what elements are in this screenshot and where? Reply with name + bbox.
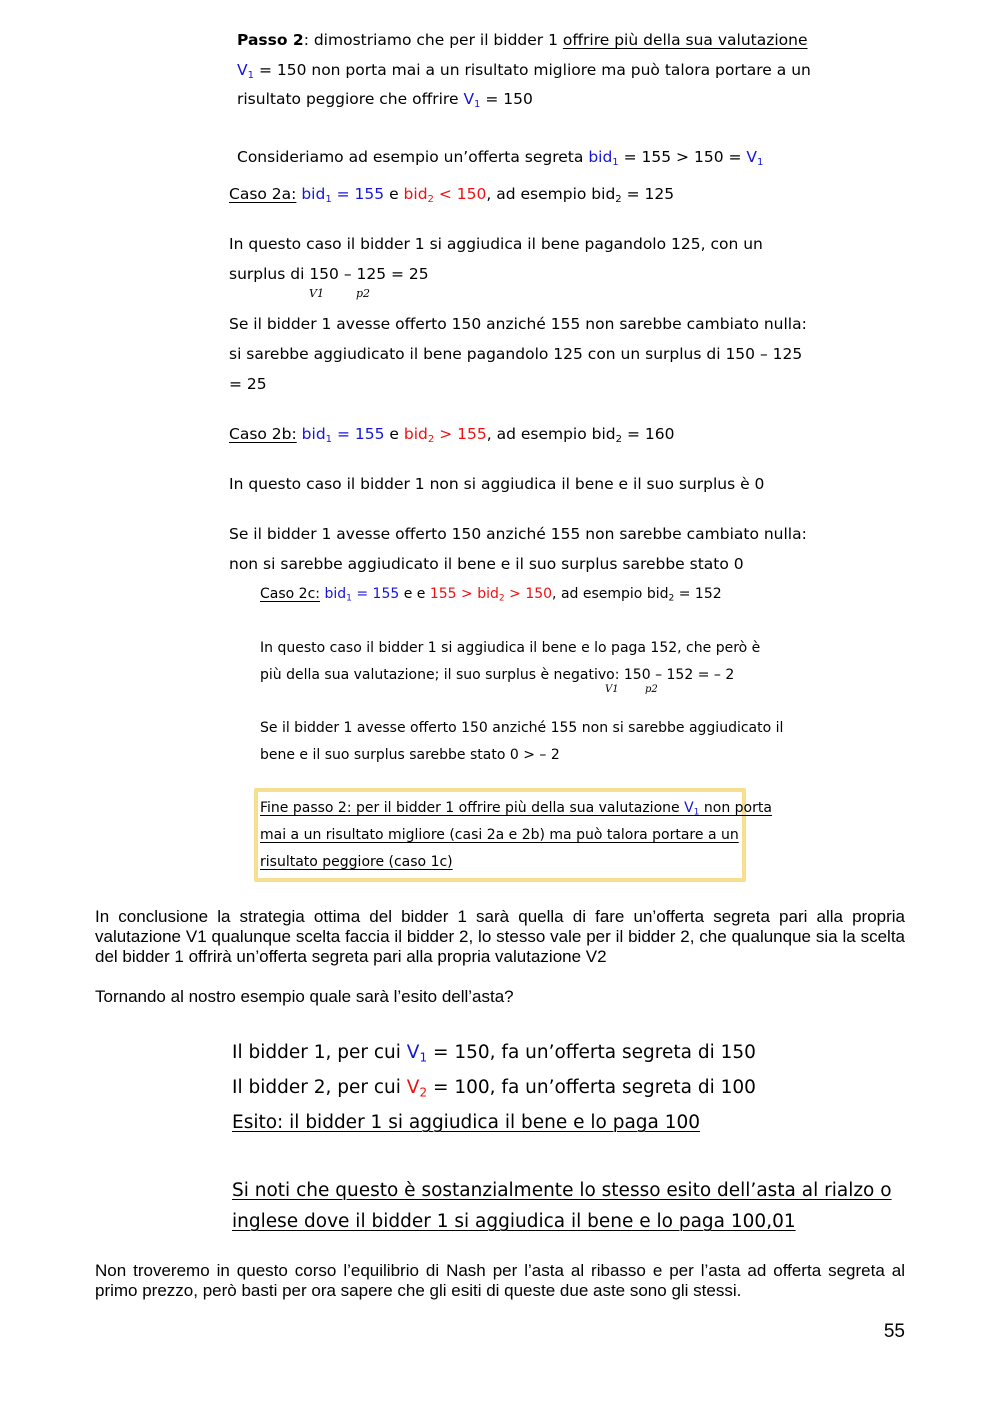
outcome-note-line-2: inglese dove il bidder 1 si aggiudica il bene e lo paga 100,01 [232, 1211, 796, 1232]
case2c-p1-line-1: In questo caso il bidder 1 si aggiudica il bene e lo paga 152, che però è [260, 640, 761, 656]
box-line-1: Fine passo 2: per il bidder 1 offrire più della sua valutazione $V_1$ non porta [260, 800, 772, 818]
case2b-p1: In questo caso il bidder 1 non si aggiudica il bene e il suo surplus è 0 [229, 475, 765, 493]
box-line-2: mai a un risultato migliore (casi 2a e 2b) ma può talora portare a un [260, 827, 739, 843]
question-paragraph: Tornando al nostro esempio quale sarà l’esito dell’asta? [95, 987, 514, 1006]
case2b-p2-line-1: Se il bidder 1 avesse offerto 150 anziché 155 non sarebbe cambiato nulla: [229, 525, 807, 543]
box-line-3: risultato peggiore (caso 1c) [260, 854, 453, 870]
outcome-esito: Esito: il bidder 1 si aggiudica il bene e lo paga 100 [232, 1112, 701, 1133]
case2c-heading: Caso 2c: bid$_1$ = 155 e e 155 > bid$_2$ > 150, ad esempio bid$_2$ = 152 [260, 586, 722, 604]
outcome-bidder-1: Il bidder 1, per cui $V_1 = 150$, fa un’offerta segreta di 150 [232, 1042, 756, 1065]
case2a-p2-line-2: si sarebbe aggiudicato il bene pagandolo 125 con un surplus di 150 – 125 [229, 345, 803, 363]
step2-lead: Passo 2 [237, 31, 304, 49]
case2a-p2-line-3: = 25 [229, 375, 267, 393]
case2c-p2-line-1: Se il bidder 1 avesse offerto 150 anziché 155 non si sarebbe aggiudicato il [260, 720, 784, 736]
handwritten-p2: p2 [356, 287, 371, 300]
case2a-p2-line-1: Se il bidder 1 avesse offerto 150 anziché 155 non sarebbe cambiato nulla: [229, 315, 807, 333]
page-number: 55 [883, 1321, 905, 1342]
case2c-p2-line-2: bene e il suo surplus sarebbe stato 0 > – 2 [260, 747, 560, 763]
case2b-p2-line-2: non si sarebbe aggiudicato il bene e il suo surplus sarebbe stato 0 [229, 555, 744, 573]
step2-consider: Consideriamo ad esempio un’offerta segreta $bid_1 = 155 > 150 = V_1$ [237, 148, 764, 169]
handwritten-p2-2c: p2 [645, 684, 658, 695]
handwritten-v1-2c: V1 [605, 684, 619, 695]
step2-line-1: Passo 2: dimostriamo che per il bidder 1 offrire più della sua valutazione [237, 31, 808, 49]
step2-line-3: risultato peggiore che offrire $V_1 = 150$ [237, 90, 533, 111]
case2a-heading: Caso 2a: bid$_1$ = 155 e bid$_2$ < 150, ad esempio bid$_2$ = 125 [229, 185, 675, 206]
step2-line-2: $V_1 = 150$ non porta mai a un risultato migliore ma può talora portare a un [237, 61, 811, 82]
outcome-bidder-2: Il bidder 2, per cui $V_2 = 100$, fa un’offerta segreta di 100 [232, 1077, 756, 1100]
handwritten-v1: V1 [309, 287, 324, 300]
outcome-note-line-1: Si noti che questo è sostanzialmente lo stesso esito dell’asta al rialzo o [232, 1180, 892, 1201]
case2b-heading: Caso 2b: bid$_1$ = 155 e bid$_2$ > 155, ad esempio bid$_2$ = 160 [229, 425, 675, 446]
case2a-p1-line-1: In questo caso il bidder 1 si aggiudica il bene pagandolo 125, con un [229, 235, 763, 253]
final-paragraph: Non troveremo in questo corso l’equilibrio di Nash per l’asta al ribasso e per l’asta ad offerta segreta al primo prezzo, però basti per ora sapere che gli esiti di queste due aste sono gli stessi. [95, 1261, 905, 1300]
conclusion-paragraph: In conclusione la strategia ottima del bidder 1 sarà quella di fare un’offerta segreta pari alla propria valutazione V1 qualunque scelta faccia il bidder 2, lo stesso vale per il bidder 2, che qualunque sia la scelta del bidder 1 offrirà un’offerta segreta pari alla propria valutazione V2 [95, 907, 905, 966]
case2a-p1-line-2: surplus di 150 – 125 = 25 [229, 265, 429, 283]
case2c-p1-line-2: più della sua valutazione; il suo surplus è negativo: 150 – 152 = – 2 [260, 667, 735, 683]
